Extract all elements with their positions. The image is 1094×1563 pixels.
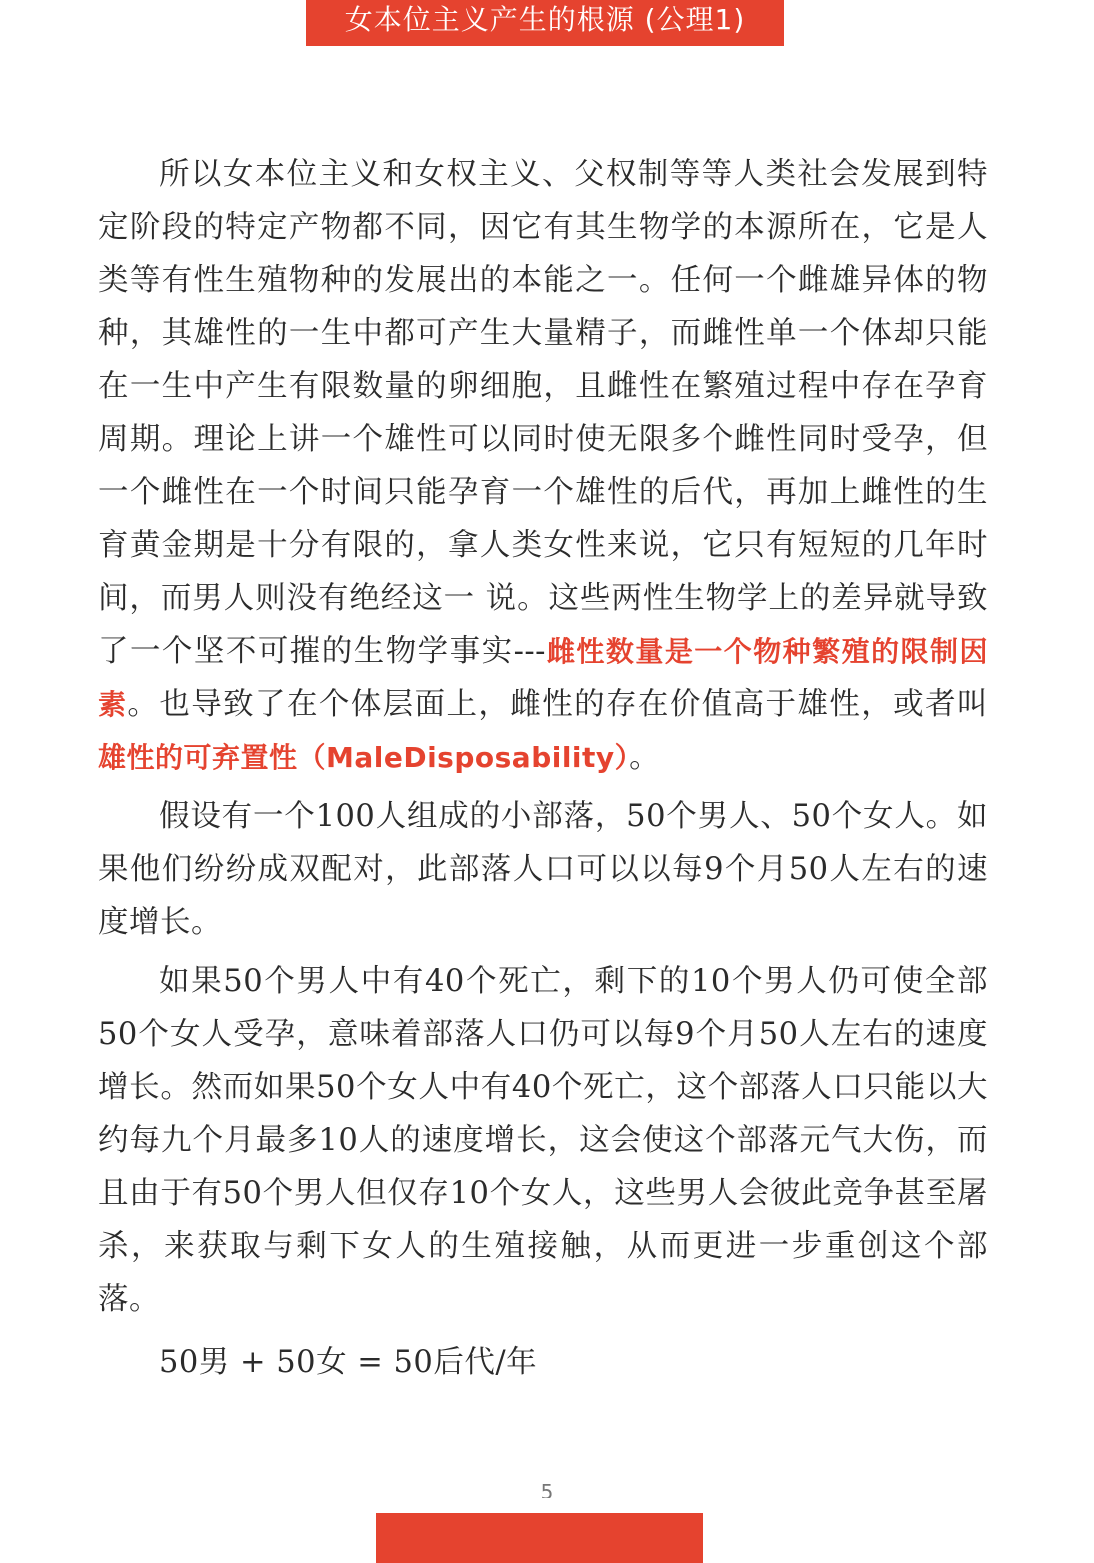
highlight-limiting-factor: 雌性数量是一个物种繁殖的限制因素 bbox=[98, 635, 988, 721]
paragraph-1-text-c: 。 bbox=[629, 740, 661, 775]
highlight-male-disposability: 雄性的可弃置性（MaleDisposability） bbox=[98, 741, 630, 774]
paragraph-1-text-b: 。也导致了在个体层面上，雌性的存在价值高于雄性，或者叫 bbox=[127, 687, 988, 722]
formula-line: 50男 + 50女 = 50后代/年 bbox=[159, 1345, 538, 1380]
paragraph-1-text-a: 所以女本位主义和女权主义、父权制等等人类社会发展到特定阶段的特定产物都不同，因它有其生物学的本源所在，它是人类等有性生殖物种的发展出的本能之一。任何一个雌雄异体的物种，其雄性的一生中都可产生大量精子，而雌性单一个体却只能在一生中产生有限数量的卵细胞，且雌性在繁殖过程中存在孕育周期。理论上讲一个雄性可以同时使无限多个雌性同时受孕，但一个雌性在一个时间只能孕育一个雄性的后代，再加上雌性的生育黄金期是十分有限的，拿人类女性来说，它只有短短的几年时间，而男人则没有绝经这一 说。这些两性生物学上的差异就导致了一个坚不可摧的生物学事实--- bbox=[98, 157, 988, 669]
page-number: 5 bbox=[540, 1482, 554, 1498]
paragraph-2: 假设有一个100人组成的小部落，50个男人、50个女人。如果他们纷纷成双配对，此部落人口可以以每9个月50人左右的速度增长。 bbox=[98, 799, 988, 940]
chapter-title: 女本位主义产生的根源 (公理1) bbox=[344, 3, 746, 36]
footer-banner bbox=[376, 1513, 703, 1563]
paragraph-1 bbox=[98, 148, 988, 784]
paragraph-3: 如果50个男人中有40个死亡，剩下的10个男人仍可使全部50个女人受孕，意味着部落人口仍可以每9个月50人左右的速度增长。然而如果50个女人中有40个死亡，这个部落人口只能以大约每九个月最多10人的速度增长，这会使这个部落元气大伤，而且由于有50个男人但仅存10个女人，这些男人会彼此竞争甚至屠杀，来获取与剩下女人的生殖接触，从而更进一步重创这个部落。 bbox=[98, 964, 988, 1317]
chapter-title-banner bbox=[306, 0, 784, 46]
page-body bbox=[98, 148, 988, 1395]
